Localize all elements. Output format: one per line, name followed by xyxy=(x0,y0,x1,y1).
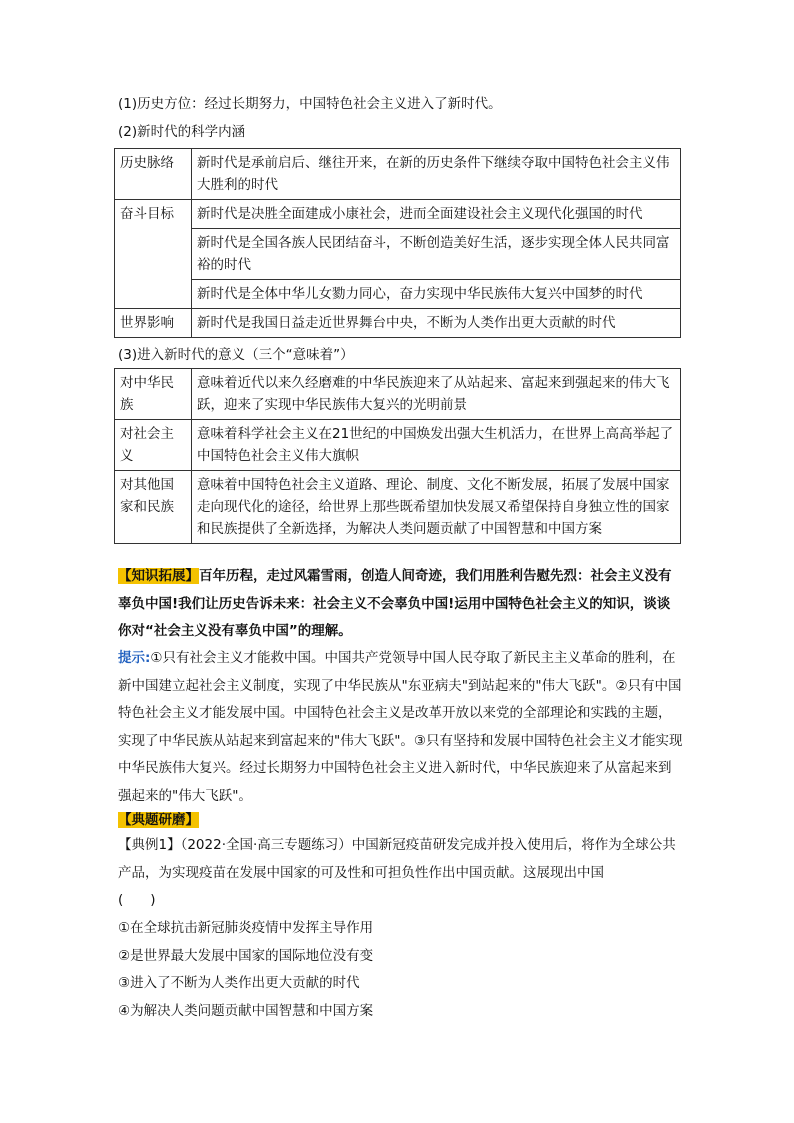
significance-table xyxy=(114,368,681,544)
table-row xyxy=(115,200,681,229)
table-row xyxy=(115,420,681,471)
example-label: 【典例1】 xyxy=(118,837,181,853)
answer-paren: ( ) xyxy=(118,892,156,908)
knowledge-extension xyxy=(118,563,683,646)
heading-scientific-connotation: (2)新时代的科学内涵 xyxy=(118,124,246,140)
table-row xyxy=(115,471,681,544)
row-header: 对中华民族 xyxy=(115,369,192,420)
example-question xyxy=(118,832,683,915)
tip-text: ①只有社会主义才能救中国。中国共产党领导中国人民夺取了新民主主义革命的胜利，在新中国建立起社会主义制度，实现了中华民族从"东亚病夫"到站起来的"伟大飞跃"。②只有中国特色社会主义才能发展中国。中国特色社会主义是改革开放以来党的全部理论和实践的主题，实现了中华民族从站起来到富起来的"伟大飞跃"。③只有坚持和发展中国特色社会主义才能实现中华民族伟大复兴。经过长期努力中国特色社会主义进入新时代，中华民族迎来了从富起来到强起来的"伟大飞跃"。 xyxy=(118,650,683,804)
table-row xyxy=(115,369,681,420)
table-cell: 意味着中国特色社会主义道路、理论、制度、文化不断发展，拓展了发展中国家走向现代化的途径，给世界上那些既希望加快发展又希望保持自身独立性的国家和民族提供了全新选择，为解决人类问题贡献了中国智慧和中国方案 xyxy=(192,471,681,544)
table-row xyxy=(115,229,681,280)
new-era-connotation-table xyxy=(114,148,681,338)
table-cell: 新时代是全国各族人民团结奋斗，不断创造美好生活，逐步实现全体人民共同富裕的时代 xyxy=(192,229,681,280)
option-1: ①在全球抗击新冠肺炎疫情中发挥主导作用 xyxy=(118,920,374,936)
option-2: ②是世界最大发展中国家的国际地位没有变 xyxy=(118,948,374,964)
table-cell: 意味着科学社会主义在21世纪的中国焕发出强大生机活力，在世界上高高举起了中国特色社会主义伟大旗帜 xyxy=(192,420,681,471)
tip-block xyxy=(118,645,683,810)
table-cell: 新时代是决胜全面建成小康社会，进而全面建设社会主义现代化强国的时代 xyxy=(192,200,681,229)
row-header: 历史脉络 xyxy=(115,149,192,200)
example-text: （2022·全国·高三专题练习）中国新冠疫苗研发完成并投入使用后，将作为全球公共产品，为实现疫苗在发展中国家的可及性和可担负性作出中国贡献。这展现出中国 xyxy=(118,837,676,881)
table-cell: 新时代是我国日益走近世界舞台中央，不断为人类作出更大贡献的时代 xyxy=(192,309,681,338)
option-3: ③进入了不断为人类作出更大贡献的时代 xyxy=(118,975,360,991)
table-cell: 新时代是全体中华儿女勠力同心，奋力实现中华民族伟大复兴中国梦的时代 xyxy=(192,280,681,309)
row-header: 对社会主义 xyxy=(115,420,192,471)
heading-historical-position: (1)历史方位：经过长期努力，中国特色社会主义进入了新时代。 xyxy=(118,96,502,112)
extension-text: 百年历程，走过风霜雪雨，创造人间奇迹，我们用胜利告慰先烈：社会主义没有辜负中国!我们让历史告诉未来：社会主义不会辜负中国!运用中国特色社会主义的知识，谈谈你对“社会主义没有辜负中国”的理解。 xyxy=(118,568,672,639)
tip-label: 提示: xyxy=(118,650,151,666)
table-row xyxy=(115,149,681,200)
heading-significance: (3)进入新时代的意义（三个“意味着”） xyxy=(118,347,354,363)
table-row xyxy=(115,280,681,309)
example-section-tag: 【典题研磨】 xyxy=(118,812,199,828)
option-4: ④为解决人类问题贡献中国智慧和中国方案 xyxy=(118,1003,374,1019)
row-header: 世界影响 xyxy=(115,309,192,338)
table-cell: 新时代是承前启后、继往开来，在新的历史条件下继续夺取中国特色社会主义伟大胜利的时代 xyxy=(192,149,681,200)
table-cell: 意味着近代以来久经磨难的中华民族迎来了从站起来、富起来到强起来的伟大飞跃，迎来了实现中华民族伟大复兴的光明前景 xyxy=(192,369,681,420)
extension-tag: 【知识拓展】 xyxy=(118,568,199,584)
row-header: 奋斗目标 xyxy=(115,200,192,309)
row-header: 对其他国家和民族 xyxy=(115,471,192,544)
table-row xyxy=(115,309,681,338)
